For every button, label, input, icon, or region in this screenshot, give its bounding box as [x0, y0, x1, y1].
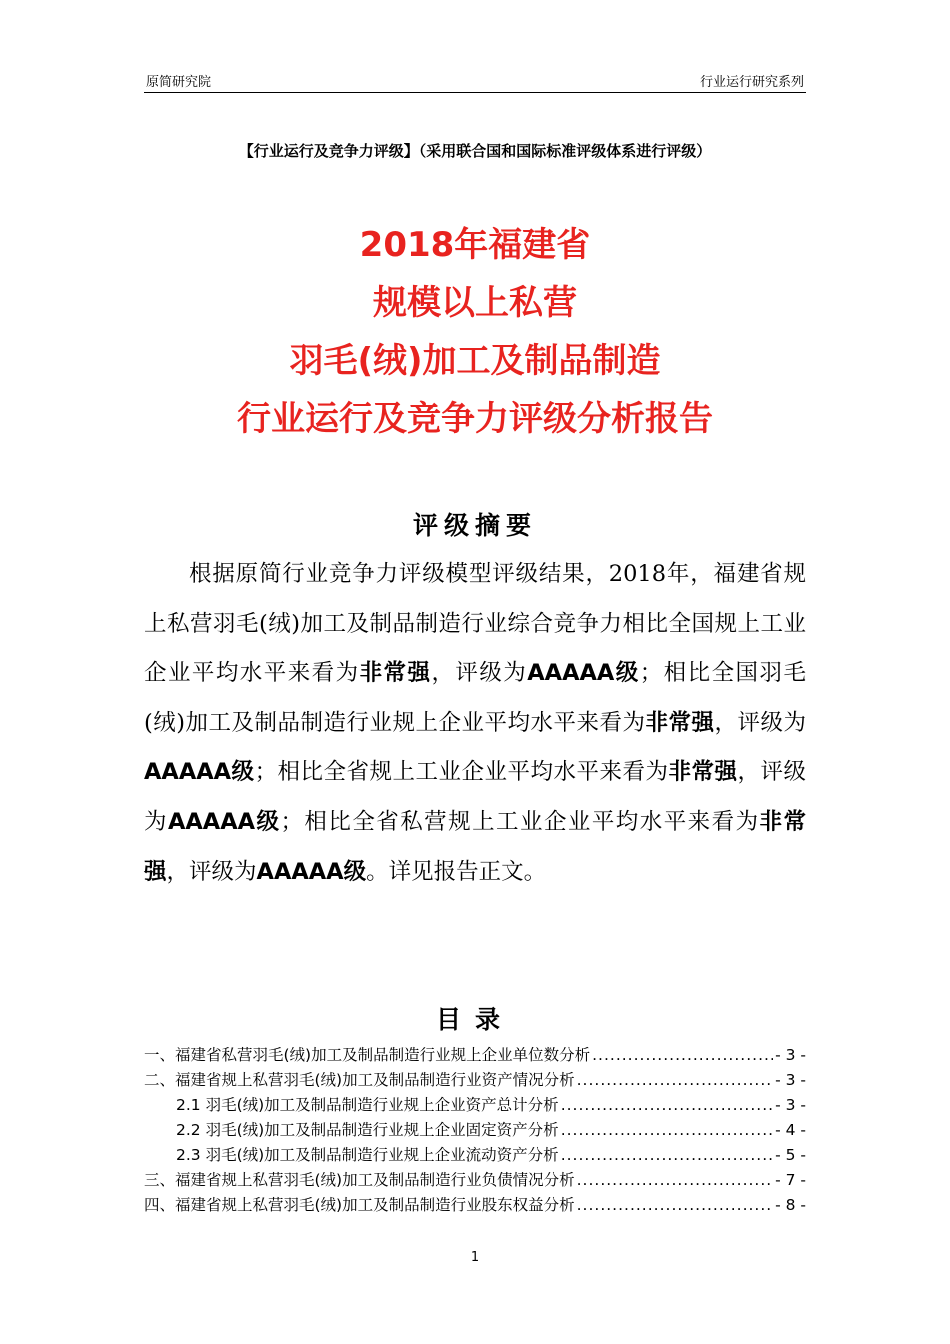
toc-entry[interactable]: [144, 1068, 806, 1093]
header-org-name: 原简研究院: [146, 75, 212, 90]
title-line: 行业运行及竞争力评级分析报告: [237, 399, 713, 439]
toc-leader-dots: [592, 1046, 773, 1064]
report-title: [100, 216, 850, 448]
toc-entry-title: 三、福建省规上私营羽毛(绒)加工及制品制造行业负债情况分析: [144, 1171, 575, 1189]
toc-entry[interactable]: [144, 1193, 806, 1218]
rating-grade: AAAAA级: [256, 858, 367, 885]
toc-entry-title: 二、福建省规上私营羽毛(绒)加工及制品制造行业资产情况分析: [144, 1071, 575, 1089]
summary-text: ；相比全省规上工业企业平均水平来看为: [254, 759, 669, 786]
toc-leader-dots: [561, 1096, 773, 1114]
rating-strength: 非常强: [668, 759, 738, 786]
rating-strength: 非常强: [645, 709, 715, 736]
page-header: [144, 68, 806, 93]
toc-entry-page: - 3 -: [775, 1046, 806, 1064]
rating-grade: AAAAA级: [167, 808, 281, 835]
toc-entry-page: - 4 -: [775, 1121, 806, 1139]
toc-leader-dots: [561, 1121, 773, 1139]
toc-entry-title: 2.2 羽毛(绒)加工及制品制造行业规上企业固定资产分析: [176, 1121, 559, 1139]
toc-entry-page: - 7 -: [775, 1171, 806, 1189]
toc-entry-page: - 5 -: [775, 1146, 806, 1164]
toc-entry-title: 2.3 羽毛(绒)加工及制品制造行业规上企业流动资产分析: [176, 1146, 559, 1164]
toc-subentry[interactable]: [144, 1143, 806, 1168]
summary-text: ，评级为: [431, 660, 528, 687]
toc-leader-dots: [577, 1196, 773, 1214]
table-of-contents: [144, 1043, 806, 1218]
toc-leader-dots: [577, 1071, 773, 1089]
toc-entry-page: - 3 -: [775, 1096, 806, 1114]
summary-text: ；相比全国羽毛(绒)加工及制品制造行业规上企业平均水平来看为: [144, 660, 806, 736]
toc-entry-page: - 3 -: [775, 1071, 806, 1089]
title-line: 羽毛(绒)加工及制品制造: [289, 341, 661, 381]
toc-entry-title: 2.1 羽毛(绒)加工及制品制造行业规上企业资产总计分析: [176, 1096, 559, 1114]
page-number: 1: [470, 1250, 480, 1265]
rating-strength: 非常强: [144, 808, 806, 885]
header-series-name: 行业运行研究系列: [699, 75, 804, 90]
summary-text: ；相比全省私营规上工业企业平均水平来看为: [280, 808, 760, 835]
title-line: 2018年福建省: [359, 225, 591, 265]
rating-tagline: 【行业运行及竞争力评级】（采用联合国和国际标准评级体系进行评级）: [238, 142, 712, 160]
toc-heading: 目录: [435, 1005, 514, 1034]
summary-text: ，评级为: [714, 709, 806, 736]
toc-entry-title: 一、福建省私营羽毛(绒)加工及制品制造行业规上企业单位数分析: [144, 1046, 591, 1064]
toc-leader-dots: [577, 1171, 773, 1189]
rating-grade: AAAAA级: [144, 759, 255, 786]
rating-grade: AAAAA级: [527, 660, 640, 687]
toc-entry[interactable]: [144, 1043, 806, 1068]
toc-leader-dots: [561, 1146, 773, 1164]
title-line: 规模以上私营: [373, 283, 577, 323]
toc-entry-title: 四、福建省规上私营羽毛(绒)加工及制品制造行业股东权益分析: [144, 1196, 575, 1214]
summary-paragraph: [144, 550, 806, 897]
summary-heading: 评级摘要: [412, 511, 537, 540]
summary-text: ，评级为: [166, 858, 257, 885]
toc-entry[interactable]: [144, 1168, 806, 1193]
rating-strength: 非常强: [359, 660, 432, 687]
toc-entry-page: - 8 -: [775, 1196, 806, 1214]
summary-text: ，评级为: [144, 759, 806, 835]
summary-text: 。详见报告正文。: [366, 858, 547, 885]
summary-text: 根据原简行业竞争力评级模型评级结果，2018年，福建省规上私营羽毛(绒)加工及制品制造行业综合竞争力相比全国规上工业企业平均水平来看为: [144, 561, 806, 687]
toc-subentry[interactable]: [144, 1118, 806, 1143]
toc-subentry[interactable]: [144, 1093, 806, 1118]
